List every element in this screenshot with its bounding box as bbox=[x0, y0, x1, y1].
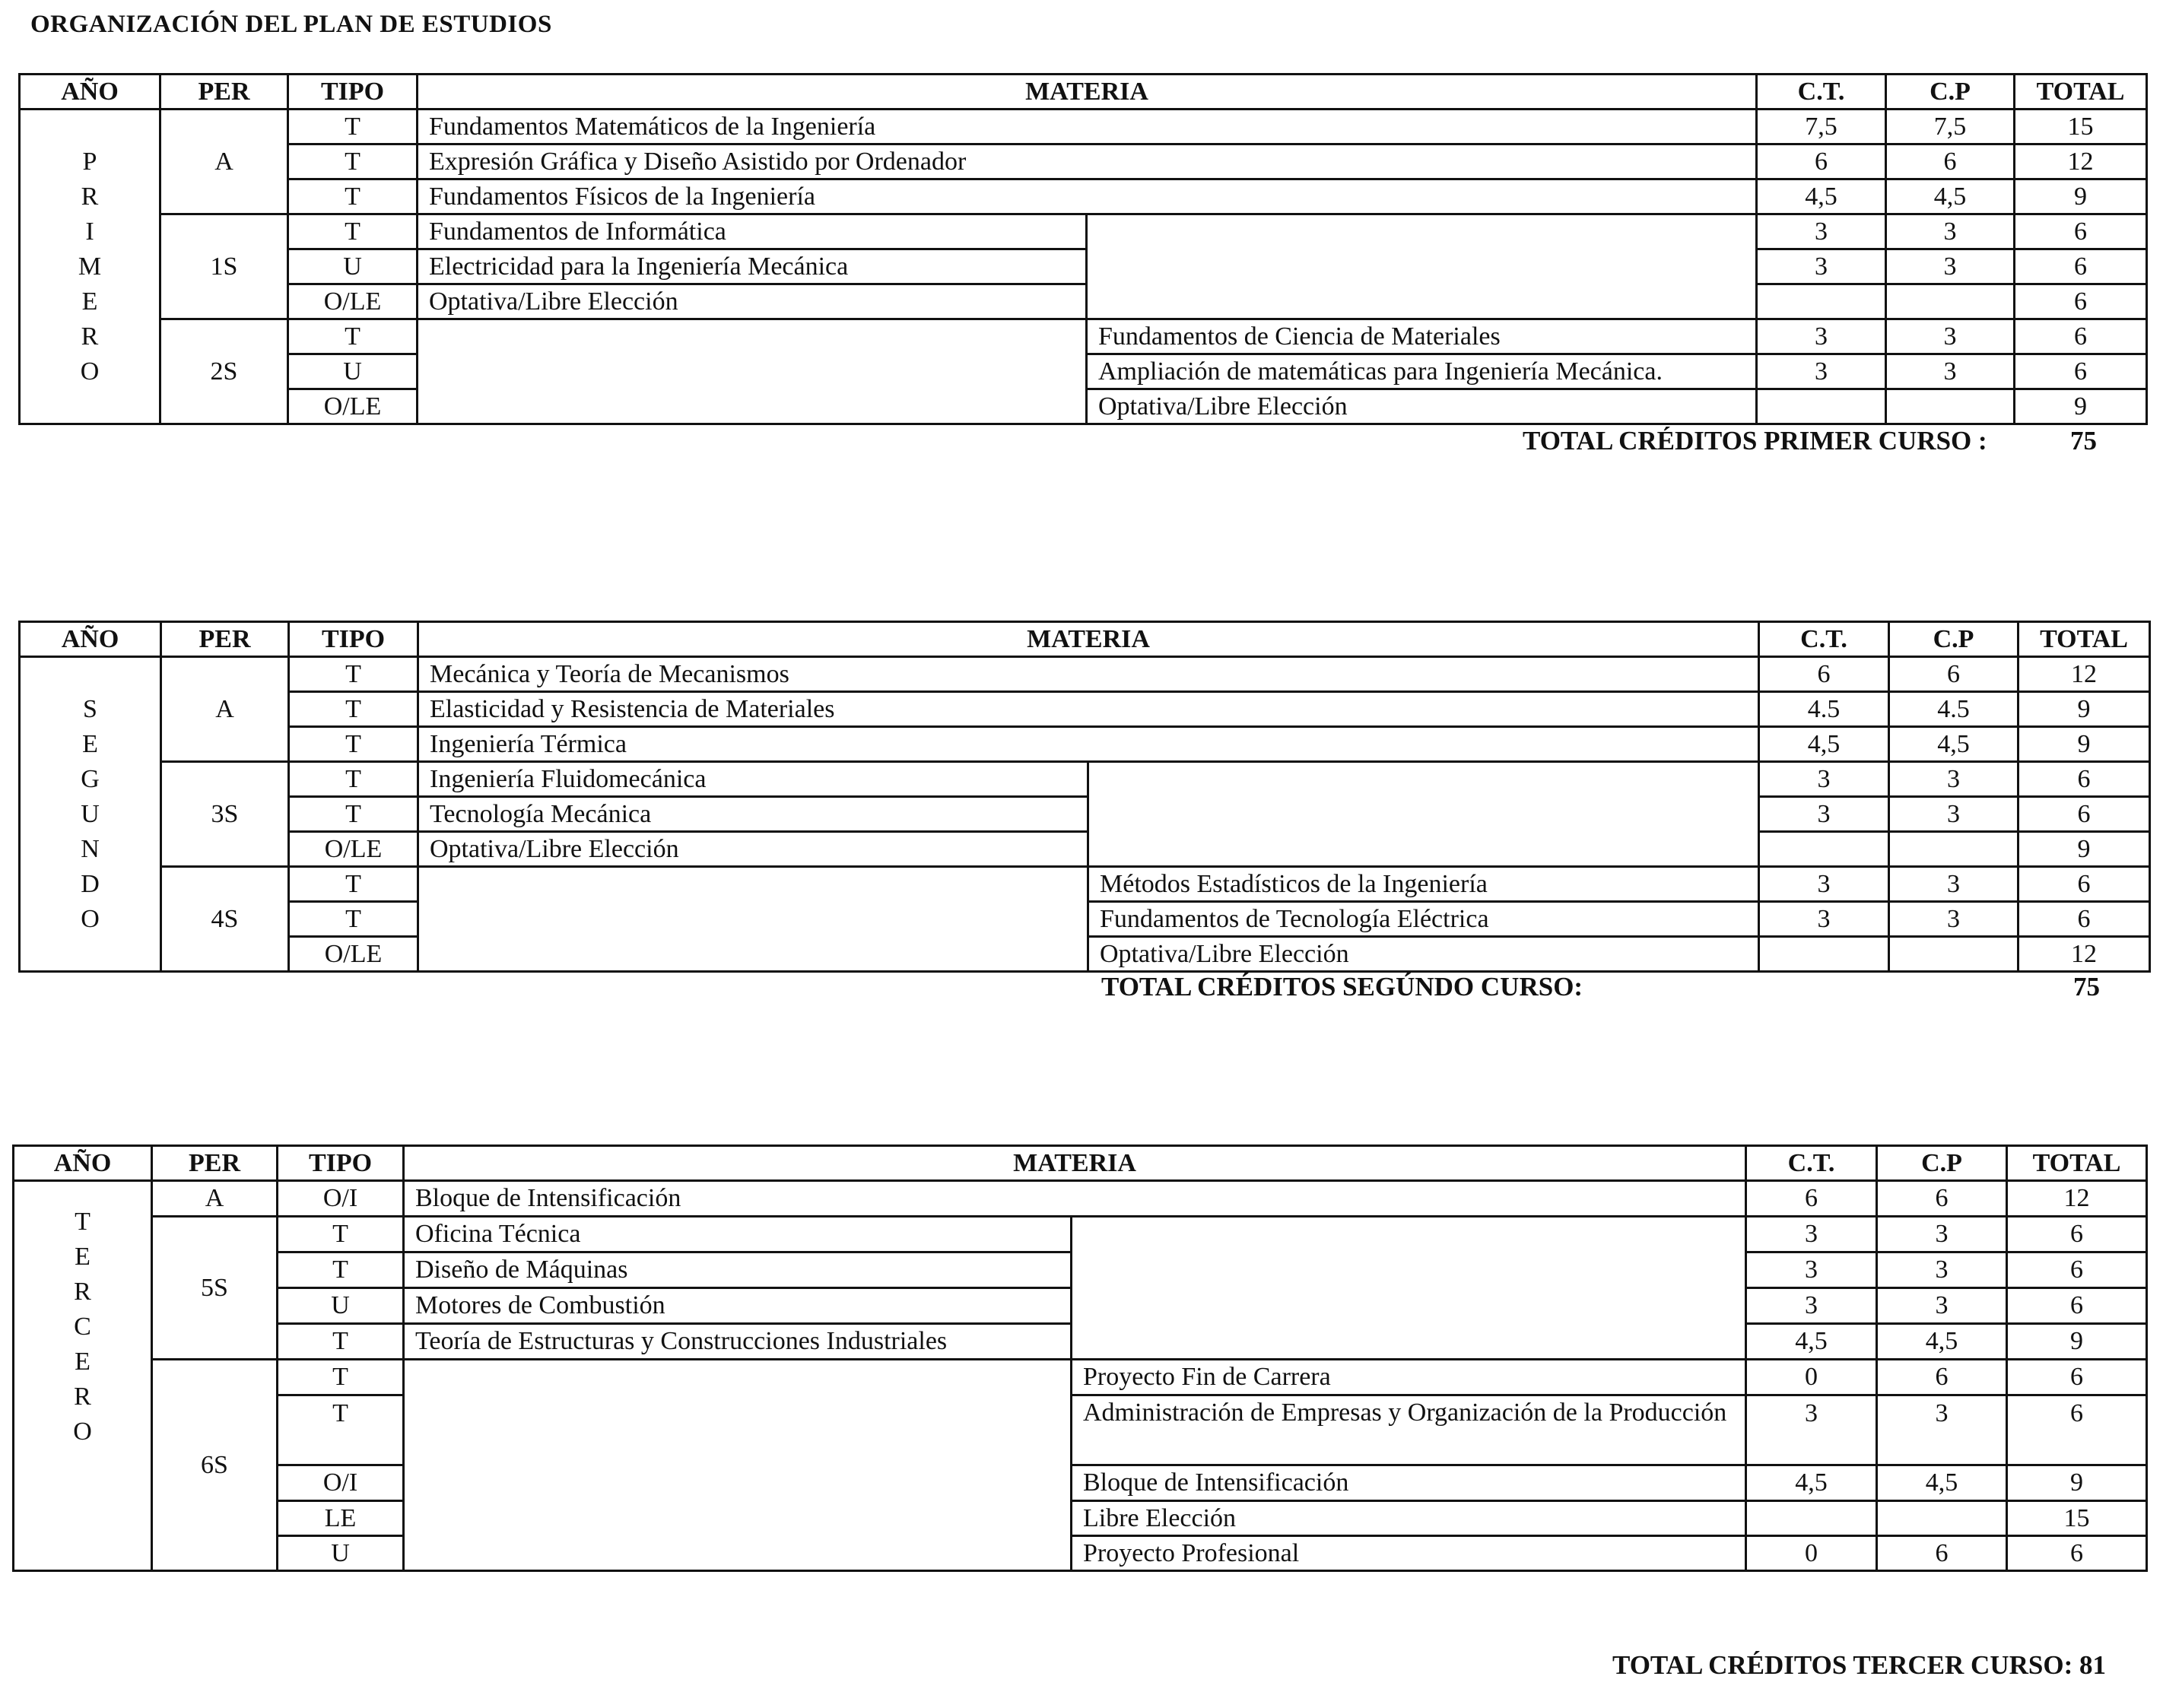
materia-cell: Expresión Gráfica y Diseño Asistido por Ordenador bbox=[418, 144, 1757, 179]
period-cell: 5S bbox=[152, 1217, 278, 1360]
total-label: TOTAL CRÉDITOS PRIMER CURSO : bbox=[1523, 426, 1987, 456]
table-tercer-curso bbox=[12, 1144, 2148, 1572]
cp-cell: 3 bbox=[1877, 1217, 2007, 1252]
header-total: TOTAL bbox=[2007, 1146, 2147, 1181]
header-per: PER bbox=[161, 622, 289, 657]
ct-cell: 7,5 bbox=[1757, 110, 1886, 144]
header-tipo: TIPO bbox=[288, 75, 418, 110]
tipo-cell: T bbox=[288, 179, 418, 214]
header-tipo: TIPO bbox=[278, 1146, 404, 1181]
table-segundo-curso bbox=[18, 621, 2151, 973]
period-cell: A bbox=[161, 657, 289, 762]
cp-cell bbox=[1889, 832, 2018, 867]
tipo-cell: O/I bbox=[278, 1181, 404, 1217]
table-row bbox=[20, 762, 2150, 797]
cp-cell: 4.5 bbox=[1889, 692, 2018, 727]
ct-cell: 3 bbox=[1757, 354, 1886, 389]
table-row bbox=[20, 284, 2147, 319]
materia-cell: Fundamentos Físicos de la Ingeniería bbox=[418, 179, 1757, 214]
total-cell: 9 bbox=[2015, 389, 2147, 424]
header-cp: C.P bbox=[1886, 75, 2015, 110]
ct-cell bbox=[1757, 284, 1886, 319]
tipo-cell: O/I bbox=[278, 1465, 404, 1501]
materia-cell: Métodos Estadísticos de la Ingeniería bbox=[1088, 867, 1759, 902]
ct-cell: 3 bbox=[1746, 1252, 1877, 1288]
total-cell: 12 bbox=[2018, 657, 2150, 692]
ct-cell: 3 bbox=[1746, 1395, 1877, 1465]
tipo-cell: T bbox=[289, 657, 418, 692]
materia-cell: Mecánica y Teoría de Mecanismos bbox=[418, 657, 1759, 692]
table-row bbox=[20, 179, 2147, 214]
total-cell: 15 bbox=[2007, 1501, 2147, 1536]
total-cell: 9 bbox=[2018, 692, 2150, 727]
ct-cell: 6 bbox=[1759, 657, 1889, 692]
cp-cell: 4,5 bbox=[1877, 1465, 2007, 1501]
period-cell: A bbox=[160, 110, 288, 214]
total-cell: 6 bbox=[2018, 902, 2150, 937]
materia-cell: Fundamentos de Informática bbox=[418, 214, 1087, 249]
ct-cell bbox=[1746, 1501, 1877, 1536]
ct-cell: 3 bbox=[1746, 1217, 1877, 1252]
materia-cell: Optativa/Libre Elección bbox=[418, 832, 1088, 867]
ct-cell: 6 bbox=[1757, 144, 1886, 179]
ct-cell: 4.5 bbox=[1759, 692, 1889, 727]
header-year: AÑO bbox=[20, 622, 161, 657]
total-cell: 6 bbox=[2018, 762, 2150, 797]
materia-cell: Optativa/Libre Elección bbox=[418, 284, 1087, 319]
table-row bbox=[14, 1536, 2147, 1571]
table-row bbox=[14, 1181, 2147, 1217]
total-cell: 9 bbox=[2007, 1324, 2147, 1360]
cp-cell: 3 bbox=[1877, 1252, 2007, 1288]
cp-cell: 7,5 bbox=[1886, 110, 2015, 144]
materia-cell: Diseño de Máquinas bbox=[404, 1252, 1072, 1288]
total-cell: 6 bbox=[2018, 867, 2150, 902]
table-row bbox=[14, 1217, 2147, 1252]
table-row bbox=[20, 797, 2150, 832]
tipo-cell: T bbox=[289, 797, 418, 832]
table-row bbox=[20, 692, 2150, 727]
table-row bbox=[20, 110, 2147, 144]
total-cell: 9 bbox=[2007, 1465, 2147, 1501]
table-row bbox=[20, 144, 2147, 179]
table-row bbox=[20, 214, 2147, 249]
empty-cell bbox=[1072, 1217, 1746, 1360]
tipo-cell: U bbox=[278, 1536, 404, 1571]
header-per: PER bbox=[152, 1146, 278, 1181]
tipo-cell: T bbox=[288, 319, 418, 354]
total-cell: 6 bbox=[2007, 1360, 2147, 1395]
ct-cell: 0 bbox=[1746, 1360, 1877, 1395]
tipo-cell: T bbox=[289, 902, 418, 937]
empty-cell bbox=[404, 1360, 1072, 1571]
cp-cell: 3 bbox=[1886, 249, 2015, 284]
ct-cell: 6 bbox=[1746, 1181, 1877, 1217]
materia-cell: Ampliación de matemáticas para Ingeniería Mecánica. bbox=[1087, 354, 1757, 389]
tipo-cell: T bbox=[289, 762, 418, 797]
header-total: TOTAL bbox=[2018, 622, 2150, 657]
total-cell: 9 bbox=[2018, 832, 2150, 867]
total-cell: 12 bbox=[2018, 937, 2150, 972]
total-value: 75 bbox=[2073, 972, 2100, 1002]
tipo-cell: T bbox=[278, 1252, 404, 1288]
header-tipo: TIPO bbox=[289, 622, 418, 657]
cp-cell: 4,5 bbox=[1877, 1324, 2007, 1360]
header-row bbox=[20, 622, 2150, 657]
materia-cell: Fundamentos Matemáticos de la Ingeniería bbox=[418, 110, 1757, 144]
cp-cell: 3 bbox=[1877, 1395, 2007, 1465]
tipo-cell: U bbox=[288, 354, 418, 389]
table-row bbox=[14, 1360, 2147, 1395]
period-cell: 3S bbox=[161, 762, 289, 867]
header-year: AÑO bbox=[20, 75, 160, 110]
period-cell: 6S bbox=[152, 1360, 278, 1571]
cp-cell: 3 bbox=[1886, 319, 2015, 354]
tipo-cell: T bbox=[278, 1324, 404, 1360]
tipo-cell: T bbox=[288, 110, 418, 144]
cp-cell: 3 bbox=[1889, 762, 2018, 797]
total-cell: 6 bbox=[2007, 1217, 2147, 1252]
empty-cell bbox=[1088, 762, 1759, 867]
table-row bbox=[20, 657, 2150, 692]
ct-cell: 4,5 bbox=[1746, 1324, 1877, 1360]
cp-cell: 6 bbox=[1877, 1360, 2007, 1395]
table-row bbox=[20, 832, 2150, 867]
total-primer-curso bbox=[1523, 426, 2097, 456]
ct-cell: 0 bbox=[1746, 1536, 1877, 1571]
ct-cell bbox=[1759, 832, 1889, 867]
empty-cell bbox=[418, 867, 1088, 972]
cp-cell bbox=[1877, 1501, 2007, 1536]
cp-cell: 4,5 bbox=[1889, 727, 2018, 762]
materia-cell: Optativa/Libre Elección bbox=[1088, 937, 1759, 972]
cp-cell: 3 bbox=[1889, 797, 2018, 832]
tipo-cell: O/LE bbox=[289, 937, 418, 972]
page-title: ORGANIZACIÓN DEL PLAN DE ESTUDIOS bbox=[30, 11, 552, 38]
header-total: TOTAL bbox=[2015, 75, 2147, 110]
header-materia: MATERIA bbox=[404, 1146, 1746, 1181]
total-cell: 6 bbox=[2015, 284, 2147, 319]
ct-cell: 3 bbox=[1759, 797, 1889, 832]
ct-cell: 3 bbox=[1759, 867, 1889, 902]
ct-cell: 3 bbox=[1759, 902, 1889, 937]
cp-cell: 3 bbox=[1877, 1288, 2007, 1324]
cp-cell: 3 bbox=[1889, 902, 2018, 937]
empty-cell bbox=[418, 319, 1087, 424]
ct-cell: 3 bbox=[1759, 762, 1889, 797]
table-row bbox=[20, 727, 2150, 762]
cp-cell: 6 bbox=[1889, 657, 2018, 692]
ct-cell: 3 bbox=[1746, 1288, 1877, 1324]
period-cell: 4S bbox=[161, 867, 289, 972]
tipo-cell: U bbox=[288, 249, 418, 284]
tipo-cell: T bbox=[289, 867, 418, 902]
header-per: PER bbox=[160, 75, 288, 110]
total-cell: 6 bbox=[2018, 797, 2150, 832]
materia-cell: Tecnología Mecánica bbox=[418, 797, 1088, 832]
tipo-cell: T bbox=[278, 1360, 404, 1395]
table-row bbox=[14, 1395, 2147, 1465]
total-cell: 9 bbox=[2015, 179, 2147, 214]
ct-cell: 3 bbox=[1757, 214, 1886, 249]
cp-cell: 6 bbox=[1886, 144, 2015, 179]
materia-cell: Elasticidad y Resistencia de Materiales bbox=[418, 692, 1759, 727]
header-ct: C.T. bbox=[1759, 622, 1889, 657]
cp-cell bbox=[1886, 284, 2015, 319]
total-cell: 6 bbox=[2007, 1252, 2147, 1288]
header-row bbox=[14, 1146, 2147, 1181]
header-materia: MATERIA bbox=[418, 75, 1757, 110]
table-row bbox=[20, 319, 2147, 354]
materia-cell: Proyecto Profesional bbox=[1072, 1536, 1746, 1571]
total-cell: 6 bbox=[2007, 1288, 2147, 1324]
header-row bbox=[20, 75, 2147, 110]
table-row bbox=[20, 867, 2150, 902]
total-cell: 6 bbox=[2015, 354, 2147, 389]
tipo-cell: T bbox=[289, 727, 418, 762]
materia-cell: Motores de Combustión bbox=[404, 1288, 1072, 1324]
ct-cell bbox=[1759, 937, 1889, 972]
tipo-cell: LE bbox=[278, 1501, 404, 1536]
materia-cell: Fundamentos de Tecnología Eléctrica bbox=[1088, 902, 1759, 937]
header-materia: MATERIA bbox=[418, 622, 1759, 657]
total-cell: 6 bbox=[2007, 1395, 2147, 1465]
ct-cell: 4,5 bbox=[1746, 1465, 1877, 1501]
table-row bbox=[14, 1465, 2147, 1501]
ct-cell: 3 bbox=[1757, 319, 1886, 354]
total-cell: 12 bbox=[2007, 1181, 2147, 1217]
total-label: TOTAL CRÉDITOS SEGÚNDO CURSO: bbox=[1101, 972, 1583, 1002]
materia-cell: Administración de Empresas y Organización de la Producción bbox=[1072, 1395, 1746, 1465]
ct-cell: 4,5 bbox=[1759, 727, 1889, 762]
tipo-cell: T bbox=[278, 1217, 404, 1252]
ct-cell bbox=[1757, 389, 1886, 424]
table-primer-curso bbox=[18, 73, 2148, 425]
cp-cell bbox=[1886, 389, 2015, 424]
materia-cell: Ingeniería Térmica bbox=[418, 727, 1759, 762]
header-ct: C.T. bbox=[1746, 1146, 1877, 1181]
cp-cell: 3 bbox=[1886, 354, 2015, 389]
materia-cell: Libre Elección bbox=[1072, 1501, 1746, 1536]
tipo-cell: T bbox=[288, 144, 418, 179]
period-cell: A bbox=[152, 1181, 278, 1217]
total-cell: 6 bbox=[2015, 319, 2147, 354]
header-year: AÑO bbox=[14, 1146, 152, 1181]
materia-cell: Bloque de Intensificación bbox=[1072, 1465, 1746, 1501]
year-cell: P R I M E R O bbox=[20, 110, 160, 424]
tipo-cell: O/LE bbox=[288, 389, 418, 424]
year-cell: S E G U N D O bbox=[20, 657, 161, 972]
total-cell: 12 bbox=[2015, 144, 2147, 179]
total-value: 75 bbox=[2070, 426, 2097, 456]
table-row bbox=[20, 249, 2147, 284]
ct-cell: 4,5 bbox=[1757, 179, 1886, 214]
cp-cell: 3 bbox=[1886, 214, 2015, 249]
period-cell: 1S bbox=[160, 214, 288, 319]
year-cell: T E R C E R O bbox=[14, 1181, 152, 1571]
materia-cell: Oficina Técnica bbox=[404, 1217, 1072, 1252]
total-cell: 6 bbox=[2015, 214, 2147, 249]
header-ct: C.T. bbox=[1757, 75, 1886, 110]
tipo-cell: T bbox=[289, 692, 418, 727]
total-tercer-curso: TOTAL CRÉDITOS TERCER CURSO: 81 bbox=[1612, 1650, 2106, 1680]
materia-cell: Teoría de Estructuras y Construcciones Industriales bbox=[404, 1324, 1072, 1360]
header-cp: C.P bbox=[1877, 1146, 2007, 1181]
cp-cell: 3 bbox=[1889, 867, 2018, 902]
cp-cell bbox=[1889, 937, 2018, 972]
table-row bbox=[14, 1501, 2147, 1536]
materia-cell: Optativa/Libre Elección bbox=[1087, 389, 1757, 424]
materia-cell: Proyecto Fin de Carrera bbox=[1072, 1360, 1746, 1395]
total-cell: 6 bbox=[2015, 249, 2147, 284]
tipo-cell: T bbox=[288, 214, 418, 249]
total-cell: 15 bbox=[2015, 110, 2147, 144]
total-cell: 9 bbox=[2018, 727, 2150, 762]
cp-cell: 6 bbox=[1877, 1536, 2007, 1571]
ct-cell: 3 bbox=[1757, 249, 1886, 284]
total-segundo-curso bbox=[1101, 972, 2100, 1002]
period-cell: 2S bbox=[160, 319, 288, 424]
materia-cell: Fundamentos de Ciencia de Materiales bbox=[1087, 319, 1757, 354]
materia-cell: Bloque de Intensificación bbox=[404, 1181, 1746, 1217]
tipo-cell: U bbox=[278, 1288, 404, 1324]
cp-cell: 6 bbox=[1877, 1181, 2007, 1217]
empty-cell bbox=[1087, 214, 1757, 319]
header-cp: C.P bbox=[1889, 622, 2018, 657]
tipo-cell: O/LE bbox=[289, 832, 418, 867]
tipo-cell: T bbox=[278, 1395, 404, 1465]
cp-cell: 4,5 bbox=[1886, 179, 2015, 214]
materia-cell: Ingeniería Fluidomecánica bbox=[418, 762, 1088, 797]
tipo-cell: O/LE bbox=[288, 284, 418, 319]
materia-cell: Electricidad para la Ingeniería Mecánica bbox=[418, 249, 1087, 284]
total-cell: 6 bbox=[2007, 1536, 2147, 1571]
